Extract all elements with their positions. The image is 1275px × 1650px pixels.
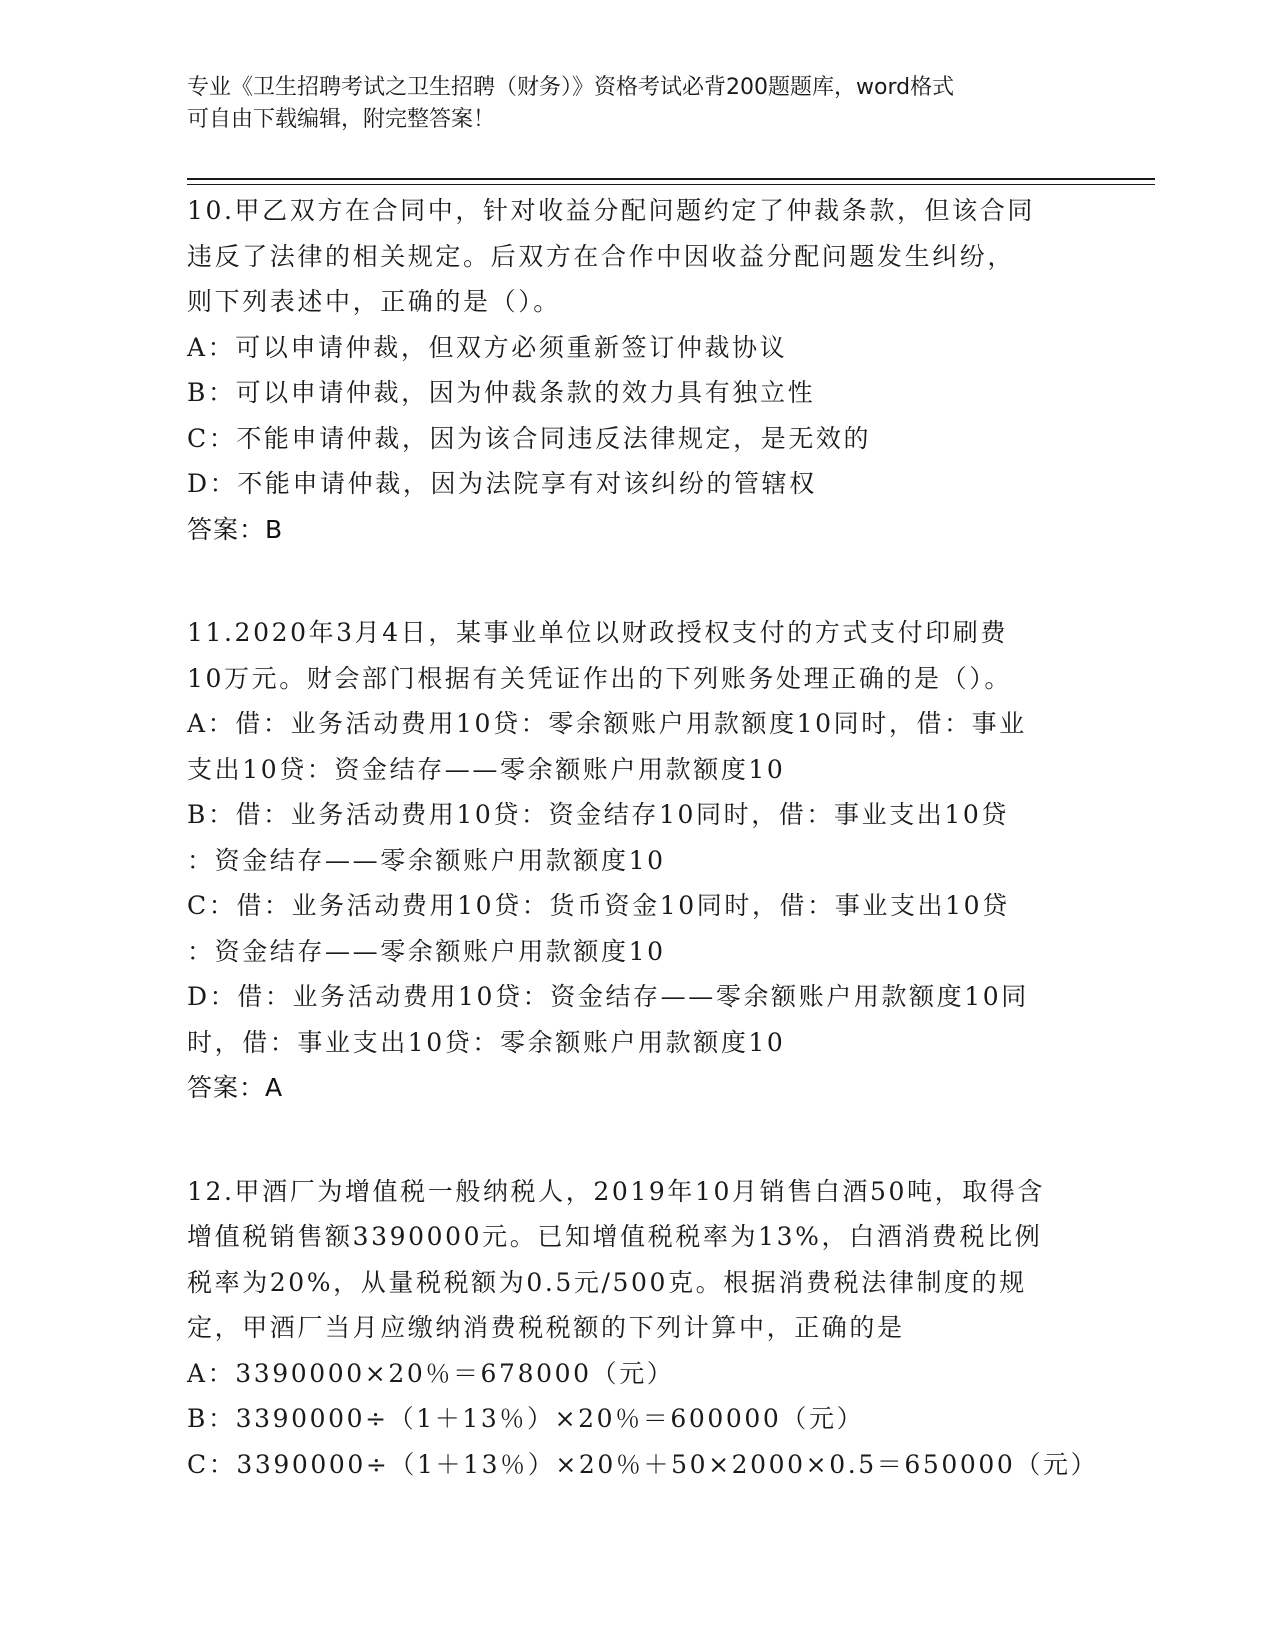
header-line-2: 可自由下载编辑，附完整答案！ <box>187 107 496 132</box>
option-a-continued: 支出10贷：资金结存——零余额账户用款额度10 <box>187 754 786 784</box>
option-b: B：3390000÷（1＋13％）×20％＝600000（元） <box>187 1404 865 1433</box>
question-text-line: 12.甲酒厂为增值税一般纳税人，2019年10月销售白酒50吨，取得含 <box>187 1176 1046 1206</box>
question-text-line: 10.甲乙双方在合同中，针对收益分配问题约定了仲裁条款，但该合同 <box>187 196 1035 225</box>
option-c-continued: ：资金结存——零余额账户用款额度10 <box>187 936 666 966</box>
question-text-line: 定，甲酒厂当月应缴纳消费税税额的下列计算中，正确的是 <box>187 1313 905 1342</box>
option-c: C：不能申请仲裁，因为该合同违反法律规定，是无效的 <box>187 423 872 453</box>
question-10 <box>187 188 1087 552</box>
option-d: D：不能申请仲裁，因为法院享有对该纠纷的管辖权 <box>187 469 817 498</box>
header-divider-thin <box>187 184 1155 185</box>
question-11 <box>187 610 1087 1111</box>
option-b: B：可以申请仲裁，因为仲裁条款的效力具有独立性 <box>187 378 816 407</box>
option-c: C：借：业务活动费用10贷：货币资金10同时，借：事业支出10贷 <box>187 891 1010 920</box>
option-b: B：借：业务活动费用10贷：资金结存10同时，借：事业支出10贷 <box>187 800 1010 829</box>
option-d: D：借：业务活动费用10贷：资金结存——零余额账户用款额度10同 <box>187 982 1029 1011</box>
document-header <box>187 72 1067 136</box>
question-text-line: 10万元。财会部门根据有关凭证作出的下列账务处理正确的是（）。 <box>187 663 1012 693</box>
option-c: C：3390000÷（1＋13％）×20％＋50×2000×0.5＝650000（元） <box>187 1449 1099 1479</box>
question-text-line: 税率为20%，从量税税额为0.5元/500克。根据消费税法律制度的规 <box>187 1267 1027 1297</box>
question-text-line: 增值税销售额3390000元。已知增值税税率为13%，白酒消费税比例 <box>187 1222 1043 1251</box>
question-text-line: 11.2020年3月4日，某事业单位以财政授权支付的方式支付印刷费 <box>187 618 1008 647</box>
question-text-line: 则下列表述中，正确的是（）。 <box>187 287 561 316</box>
option-d-continued: 时，借：事业支出10贷：零余额账户用款额度10 <box>187 1027 786 1057</box>
question-12 <box>187 1169 1099 1488</box>
header-divider-thick <box>187 178 1155 180</box>
question-text-line: 违反了法律的相关规定。后双方在合作中因收益分配问题发生纠纷， <box>187 241 1016 271</box>
answer-label: 答案：A <box>187 1073 284 1102</box>
answer-label: 答案：B <box>187 514 284 544</box>
header-line-1: 专业《卫生招聘考试之卫生招聘（财务）》资格考试必背200题题库，word格式 <box>187 75 955 100</box>
option-a: A：3390000×20％＝678000（元） <box>187 1358 675 1388</box>
option-a: A：可以申请仲裁，但双方必须重新签订仲裁协议 <box>187 332 788 362</box>
option-a: A：借：业务活动费用10贷：零余额账户用款额度10同时，借：事业 <box>187 709 1027 738</box>
option-b-continued: ：资金结存——零余额账户用款额度10 <box>187 845 666 875</box>
question-list <box>187 188 1099 1545</box>
